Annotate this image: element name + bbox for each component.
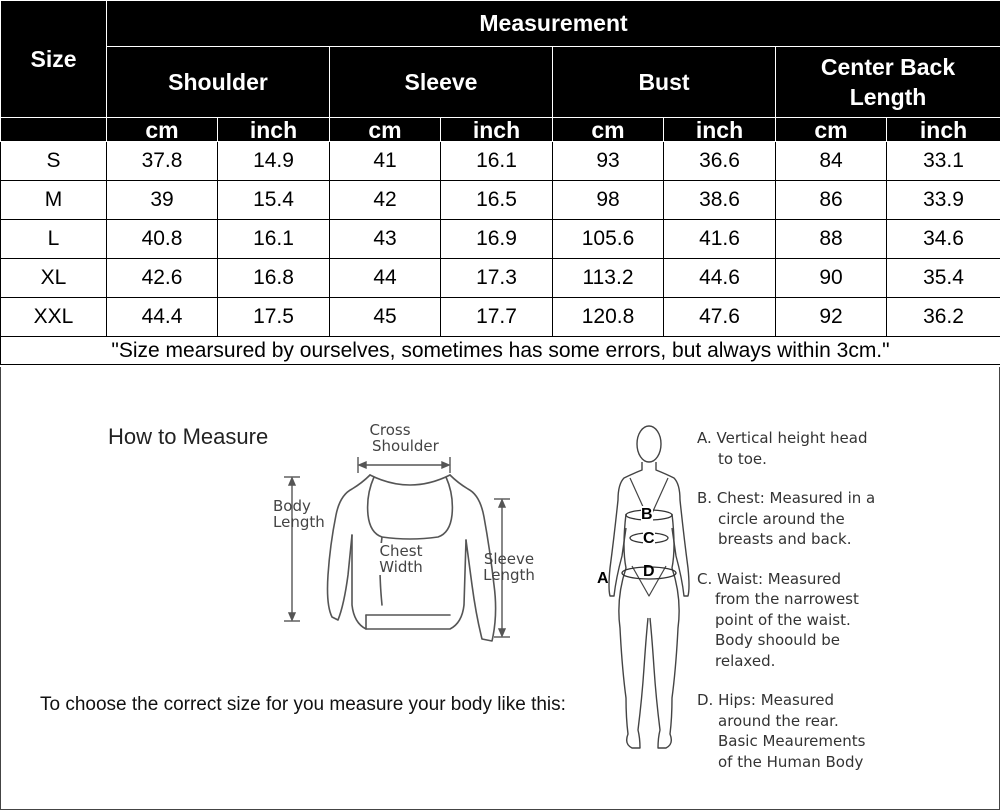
size-header: Size	[1, 1, 107, 118]
table-row	[1, 259, 1000, 298]
label-line: Chest	[379, 542, 423, 560]
value-cell: 33.1	[887, 142, 1000, 181]
value-cell: 84	[776, 142, 887, 181]
center-back-length-label: Center Back Length	[820, 54, 956, 110]
legend-line: to toe.	[718, 449, 767, 468]
value-cell: 38.6	[664, 181, 776, 220]
human-body-figure	[596, 418, 696, 758]
measurement-note: "Size mearsured by ourselves, sometimes has some errors, but always within 3cm."	[1, 337, 1000, 365]
marker-d: D	[643, 563, 655, 580]
table-row	[1, 298, 1000, 337]
marker-a: A	[597, 570, 609, 587]
value-cell: 120.8	[553, 298, 664, 337]
unit-header: cm	[107, 118, 218, 142]
value-cell: 16.8	[218, 259, 330, 298]
value-cell: 37.8	[107, 142, 218, 181]
unit-header: inch	[664, 118, 776, 142]
unit-spacer	[1, 118, 107, 142]
value-cell: 39	[107, 181, 218, 220]
unit-header: cm	[553, 118, 664, 142]
legend-line: of the Human Body	[718, 752, 864, 771]
value-cell: 43	[330, 220, 441, 259]
value-cell: 90	[776, 259, 887, 298]
table-row	[1, 142, 1000, 181]
value-cell: 44.4	[107, 298, 218, 337]
legend-line: Basic Meaurements	[718, 732, 866, 750]
value-cell: 42	[330, 181, 441, 220]
value-cell: 36.6	[664, 142, 776, 181]
label-line: Width	[379, 558, 423, 576]
legend-line: around the rear.	[718, 711, 839, 730]
legend-line: D. Hips: Measured	[697, 691, 834, 709]
legend-line: from the narrowest	[715, 590, 859, 608]
legend-line: point of the waist.	[715, 610, 851, 629]
legend-line: relaxed.	[715, 651, 776, 670]
shoulder-header: Shoulder	[107, 47, 330, 118]
size-cell: XXL	[1, 298, 107, 337]
value-cell: 34.6	[887, 220, 1000, 259]
value-cell: 105.6	[553, 220, 664, 259]
legend-line: breasts and back.	[718, 530, 852, 548]
value-cell: 16.5	[441, 181, 553, 220]
value-cell: 86	[776, 181, 887, 220]
label-line: Shoulder	[372, 437, 439, 455]
legend-line: circle around the	[718, 509, 845, 528]
chest-width-label	[372, 543, 430, 575]
value-cell: 47.6	[664, 298, 776, 337]
label-line: Length	[273, 513, 325, 531]
body-length-label	[270, 498, 326, 530]
value-cell: 98	[553, 181, 664, 220]
value-cell: 17.5	[218, 298, 330, 337]
value-cell: 36.2	[887, 298, 1000, 337]
cross-shoulder-label	[360, 421, 439, 455]
value-cell: 41	[330, 142, 441, 181]
value-cell: 14.9	[218, 142, 330, 181]
sweater-left-sleeve	[328, 475, 371, 620]
sleeve-header: Sleeve	[330, 47, 553, 118]
value-cell: 41.6	[664, 220, 776, 259]
value-cell: 92	[776, 298, 887, 337]
size-table	[0, 0, 1000, 365]
legend-line: Body shoould be	[715, 631, 841, 649]
value-cell: 16.9	[441, 220, 553, 259]
label-line: Cross	[369, 421, 411, 439]
value-cell: 17.3	[441, 259, 553, 298]
value-cell: 15.4	[218, 181, 330, 220]
unit-header: inch	[441, 118, 553, 142]
table-row	[1, 220, 1000, 259]
size-cell: L	[1, 220, 107, 259]
legend-item-b	[697, 488, 897, 550]
unit-header: inch	[218, 118, 330, 142]
table-row	[1, 181, 1000, 220]
legend-item-d	[697, 690, 897, 772]
size-cell: M	[1, 181, 107, 220]
measurement-header: Measurement	[107, 1, 1000, 47]
label-line: Length	[483, 566, 535, 584]
how-to-measure-title: How to Measure	[108, 424, 269, 449]
value-cell: 113.2	[553, 259, 664, 298]
value-cell: 45	[330, 298, 441, 337]
unit-header: cm	[776, 118, 887, 142]
unit-header: inch	[887, 118, 1000, 142]
value-cell: 40.8	[107, 220, 218, 259]
legend-line: C. Waist: Measured	[697, 569, 842, 588]
legend-line: A. Vertical height head	[697, 429, 868, 447]
value-cell: 93	[553, 142, 664, 181]
value-cell: 44.6	[664, 259, 776, 298]
marker-b: B	[641, 506, 653, 523]
legend-item-a	[697, 428, 897, 469]
legend-line: B. Chest: Measured in a	[697, 489, 876, 507]
bust-header: Bust	[553, 47, 776, 118]
label-line: Body	[273, 497, 311, 515]
unit-header: cm	[330, 118, 441, 142]
measure-legend	[697, 428, 897, 772]
choose-size-instruction: To choose the correct size for you measure your body like this:	[40, 694, 566, 715]
size-cell: XL	[1, 259, 107, 298]
size-cell: S	[1, 142, 107, 181]
marker-c: C	[643, 530, 655, 547]
value-cell: 42.6	[107, 259, 218, 298]
value-cell: 16.1	[441, 142, 553, 181]
value-cell: 44	[330, 259, 441, 298]
label-line: Sleeve	[483, 550, 535, 568]
value-cell: 17.7	[441, 298, 553, 337]
value-cell: 35.4	[887, 259, 1000, 298]
sleeve-length-label	[478, 551, 540, 583]
center-back-length-header	[776, 47, 1000, 118]
value-cell: 16.1	[218, 220, 330, 259]
value-cell: 88	[776, 220, 887, 259]
value-cell: 33.9	[887, 181, 1000, 220]
legend-item-c	[697, 569, 897, 672]
